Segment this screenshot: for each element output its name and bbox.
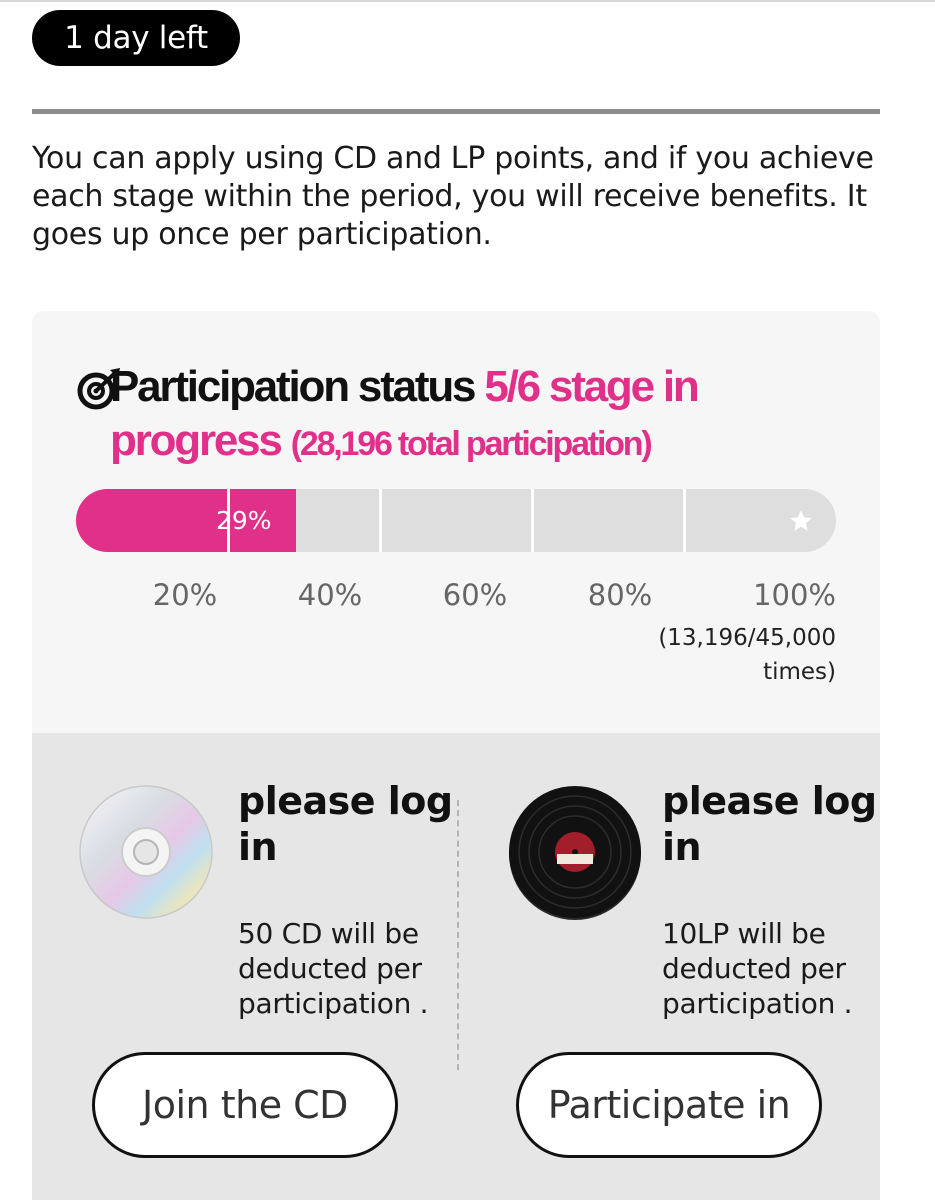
total-participation-text: (28,196 total participation) <box>290 425 651 463</box>
status-title: Participation status <box>110 362 475 411</box>
days-left-badge: 1 day left <box>32 10 240 66</box>
section-divider <box>32 109 880 114</box>
progress-segment-divider <box>531 489 534 552</box>
progress-tick-label: 40% <box>297 578 363 612</box>
progress-tick-label: 100% <box>753 578 836 612</box>
intro-description: You can apply using CD and LP points, and if you achieve each stage within the period, you will receive benefits. It goes up once per participation. <box>32 141 874 252</box>
participation-status-heading <box>110 360 830 471</box>
lp-login-prompt: please log in <box>662 779 877 869</box>
progress-percent-label: 29% <box>216 506 272 535</box>
cd-disc-image <box>76 782 216 922</box>
progress-tick-label: 20% <box>152 578 218 612</box>
progress-tick-label: 80% <box>587 578 653 612</box>
cd-login-prompt: please log in <box>238 779 453 869</box>
progress-tick-label: 60% <box>442 578 508 612</box>
cd-deduction-note: 50 CD will be deducted per participation . <box>238 917 429 1020</box>
progress-segment-divider <box>379 489 382 552</box>
stage-progress-text: 5/6 stage in progress <box>110 362 698 465</box>
star-icon <box>788 508 814 534</box>
participation-progress-bar <box>76 489 836 552</box>
top-border-line <box>0 0 935 2</box>
lp-deduction-note: 10LP will be deducted per participation . <box>662 917 853 1020</box>
progress-segment-divider <box>683 489 686 552</box>
join-cd-button[interactable]: Join the CD <box>92 1052 398 1158</box>
participation-count-note: (13,196/45,000 times) <box>658 625 836 685</box>
lp-vinyl-image <box>505 782 645 922</box>
participate-lp-button[interactable]: Participate in <box>516 1052 822 1158</box>
